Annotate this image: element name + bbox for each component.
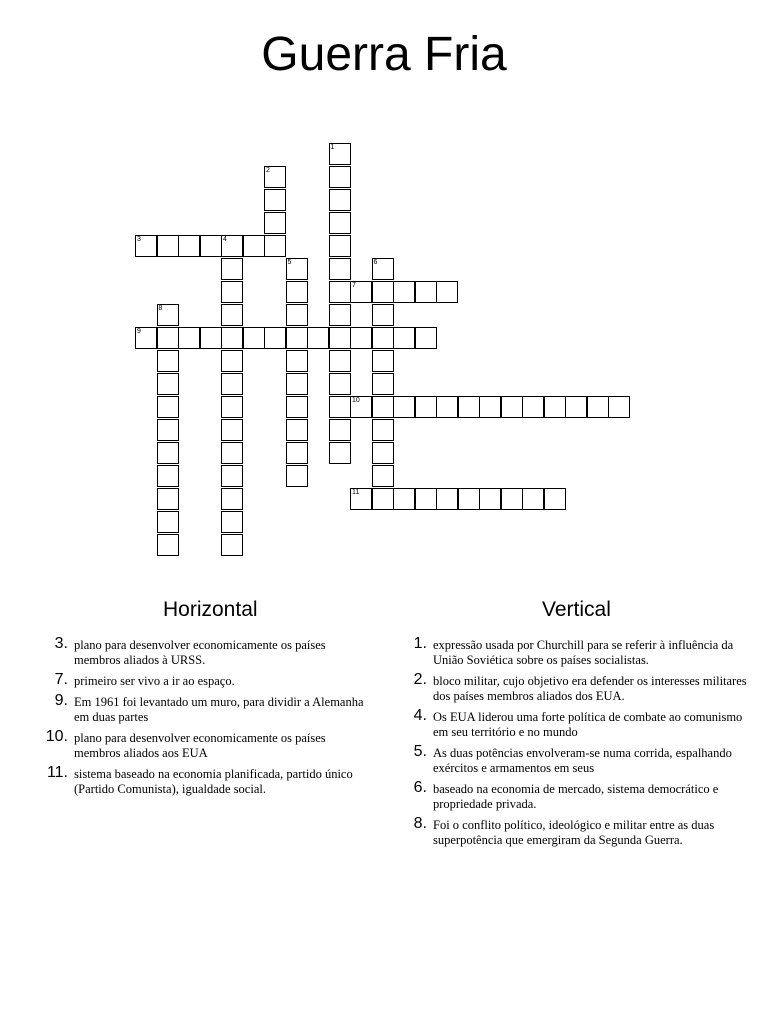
grid-cell[interactable] <box>415 488 437 510</box>
down-clue <box>413 635 758 668</box>
grid-cell[interactable] <box>544 396 566 418</box>
clue-number: 3. <box>54 635 68 652</box>
across-clue <box>46 764 374 797</box>
grid-cell[interactable] <box>372 281 394 303</box>
grid-cell[interactable] <box>286 350 308 372</box>
grid-cell[interactable] <box>329 350 351 372</box>
clue-text: Foi o conflito político, ideológico e militar entre as duas superpotência que emergiram da Segunda Guerra. <box>433 818 715 847</box>
grid-cell[interactable] <box>329 373 351 395</box>
grid-cell[interactable] <box>157 304 179 326</box>
grid-cell[interactable] <box>221 327 243 349</box>
grid-cell[interactable] <box>544 488 566 510</box>
grid-cell[interactable] <box>221 396 243 418</box>
grid-cell[interactable] <box>350 488 372 510</box>
grid-cell[interactable] <box>415 327 437 349</box>
grid-cell[interactable] <box>135 235 157 257</box>
grid-cell[interactable] <box>157 327 179 349</box>
cell-number: 6 <box>373 259 378 266</box>
grid-cell[interactable] <box>372 350 394 372</box>
grid-cell[interactable] <box>157 465 179 487</box>
grid-cell[interactable] <box>286 281 308 303</box>
grid-cell[interactable] <box>243 327 265 349</box>
clue-text: Em 1961 foi levantado um muro, para dividir a Alemanha em duas partes <box>74 695 364 724</box>
grid-cell[interactable] <box>286 373 308 395</box>
grid-cell[interactable] <box>350 396 372 418</box>
grid-cell[interactable] <box>157 488 179 510</box>
grid-cell[interactable] <box>458 396 480 418</box>
grid-cell[interactable] <box>243 235 265 257</box>
grid-cell[interactable] <box>221 373 243 395</box>
grid-cell[interactable] <box>372 419 394 441</box>
across-heading: Horizontal <box>163 598 258 621</box>
cell-number: 1 <box>330 144 335 151</box>
grid-cell[interactable] <box>221 419 243 441</box>
grid-cell[interactable] <box>372 465 394 487</box>
grid-cell[interactable] <box>329 304 351 326</box>
grid-cell[interactable] <box>286 327 308 349</box>
across-clue <box>54 671 374 689</box>
grid-cell[interactable] <box>178 235 200 257</box>
grid-cell[interactable] <box>157 350 179 372</box>
grid-cell[interactable] <box>372 442 394 464</box>
grid-cell[interactable] <box>522 396 544 418</box>
grid-cell[interactable] <box>221 465 243 487</box>
cell-number: 2 <box>266 167 270 174</box>
grid-cell[interactable] <box>200 235 222 257</box>
grid-cell[interactable] <box>329 166 351 188</box>
down-clue <box>413 779 758 812</box>
grid-cell[interactable] <box>200 327 222 349</box>
grid-cell[interactable] <box>307 327 329 349</box>
grid-cell[interactable] <box>587 396 609 418</box>
grid-cell[interactable] <box>372 488 394 510</box>
grid-cell[interactable] <box>329 212 351 234</box>
grid-cell[interactable] <box>286 419 308 441</box>
cell-number: 8 <box>158 305 163 312</box>
grid-cell[interactable] <box>221 488 243 510</box>
grid-cell[interactable] <box>264 189 286 211</box>
grid-cell[interactable] <box>329 327 351 349</box>
cell-number: 11 <box>352 489 360 496</box>
grid-cell[interactable] <box>221 235 243 257</box>
clue-text: plano para desenvolver economicamente os países membros aliados aos EUA <box>74 731 326 760</box>
cell-number: 4 <box>223 236 227 243</box>
grid-cell[interactable] <box>286 465 308 487</box>
grid-cell[interactable] <box>415 396 437 418</box>
clue-number: 8. <box>413 815 427 832</box>
grid-cell[interactable] <box>264 212 286 234</box>
cell-number: 3 <box>137 236 141 243</box>
grid-cell[interactable] <box>372 258 394 280</box>
clue-text: primeiro ser vivo a ir ao espaço. <box>74 674 235 688</box>
grid-cell[interactable] <box>350 327 372 349</box>
cell-number: 10 <box>352 397 360 404</box>
grid-cell[interactable] <box>350 281 372 303</box>
grid-cell[interactable] <box>501 396 523 418</box>
grid-cell[interactable] <box>436 281 458 303</box>
grid-cell[interactable] <box>157 235 179 257</box>
grid-cell[interactable] <box>264 166 286 188</box>
grid-cell[interactable] <box>415 281 437 303</box>
clue-number: 4. <box>413 707 427 724</box>
grid-cell[interactable] <box>372 327 394 349</box>
down-clue-list <box>413 635 758 854</box>
clue-text: baseado na economia de mercado, sistema democrático e propriedade privada. <box>433 782 719 811</box>
grid-cell[interactable] <box>393 327 415 349</box>
down-clue <box>413 815 758 848</box>
grid-cell[interactable] <box>479 396 501 418</box>
grid-cell[interactable] <box>157 396 179 418</box>
clue-number: 10. <box>45 728 68 745</box>
across-clue <box>54 635 374 668</box>
clue-number: 2. <box>413 671 427 688</box>
across-clue-list <box>45 635 374 803</box>
grid-cell[interactable] <box>221 534 243 556</box>
grid-cell[interactable] <box>393 281 415 303</box>
grid-cell[interactable] <box>329 442 351 464</box>
grid-cell[interactable] <box>221 281 243 303</box>
clue-text: As duas potências envolveram-se numa corrida, espalhando exércitos e armamentos em seus <box>433 746 732 775</box>
grid-cell[interactable] <box>135 327 157 349</box>
clue-number: 7. <box>54 671 68 688</box>
grid-cell[interactable] <box>329 258 351 280</box>
grid-cell[interactable] <box>372 373 394 395</box>
across-clue <box>54 692 374 725</box>
clue-number: 1. <box>413 635 427 652</box>
grid-cell[interactable] <box>372 304 394 326</box>
grid-cell[interactable] <box>178 327 200 349</box>
clue-text: bloco militar, cujo objetivo era defender os interesses militares dos países membros aliados dos EUA. <box>433 674 747 703</box>
across-clue <box>45 728 374 761</box>
grid-cell[interactable] <box>286 304 308 326</box>
grid-cell[interactable] <box>264 235 286 257</box>
grid-cell[interactable] <box>221 258 243 280</box>
grid-cell[interactable] <box>221 442 243 464</box>
cell-number: 5 <box>287 259 292 266</box>
grid-cell[interactable] <box>393 396 415 418</box>
clue-text: expressão usada por Churchill para se referir à influência da União Soviética sobre os países socialistas. <box>433 638 734 667</box>
down-clue <box>413 743 758 776</box>
grid-cell[interactable] <box>286 396 308 418</box>
grid-cell[interactable] <box>329 235 351 257</box>
grid-cell[interactable] <box>393 488 415 510</box>
grid-cell[interactable] <box>329 396 351 418</box>
grid-cell[interactable] <box>264 327 286 349</box>
cell-number: 9 <box>137 328 141 335</box>
clue-text: plano para desenvolver economicamente os países membros aliados à URSS. <box>74 638 326 667</box>
grid-cell[interactable] <box>329 189 351 211</box>
down-clue <box>413 707 758 740</box>
down-clue <box>413 671 758 704</box>
clue-number: 9. <box>54 692 68 709</box>
page-title: Guerra Fria <box>261 28 507 81</box>
grid-cell[interactable] <box>436 488 458 510</box>
clue-number: 6. <box>413 779 427 796</box>
grid-cell[interactable] <box>479 488 501 510</box>
grid-cell[interactable] <box>157 373 179 395</box>
grid-cell[interactable] <box>157 534 179 556</box>
grid-cell[interactable] <box>157 511 179 533</box>
down-heading: Vertical <box>542 598 611 621</box>
grid-cell[interactable] <box>608 396 630 418</box>
grid-cell[interactable] <box>501 488 523 510</box>
grid-cell[interactable] <box>522 488 544 510</box>
grid-cell[interactable] <box>372 396 394 418</box>
clue-number: 5. <box>413 743 427 760</box>
grid-cell[interactable] <box>221 511 243 533</box>
grid-cell[interactable] <box>221 304 243 326</box>
grid-cell[interactable] <box>565 396 587 418</box>
grid-cell[interactable] <box>458 488 480 510</box>
clue-text: Os EUA liderou uma forte política de combate ao comunismo em seu território e no mundo <box>433 710 743 739</box>
grid-cell[interactable] <box>329 143 351 165</box>
grid-cell[interactable] <box>286 258 308 280</box>
clue-number: 11. <box>46 764 68 781</box>
grid-cell[interactable] <box>436 396 458 418</box>
grid-cell[interactable] <box>329 281 351 303</box>
clue-text: sistema baseado na economia planificada, partido único (Partido Comunista), igualdade social. <box>74 767 353 796</box>
cell-number: 7 <box>352 282 356 289</box>
grid-cell[interactable] <box>286 442 308 464</box>
grid-cell[interactable] <box>329 419 351 441</box>
grid-cell[interactable] <box>221 350 243 372</box>
grid-cell[interactable] <box>157 419 179 441</box>
grid-cell[interactable] <box>157 442 179 464</box>
